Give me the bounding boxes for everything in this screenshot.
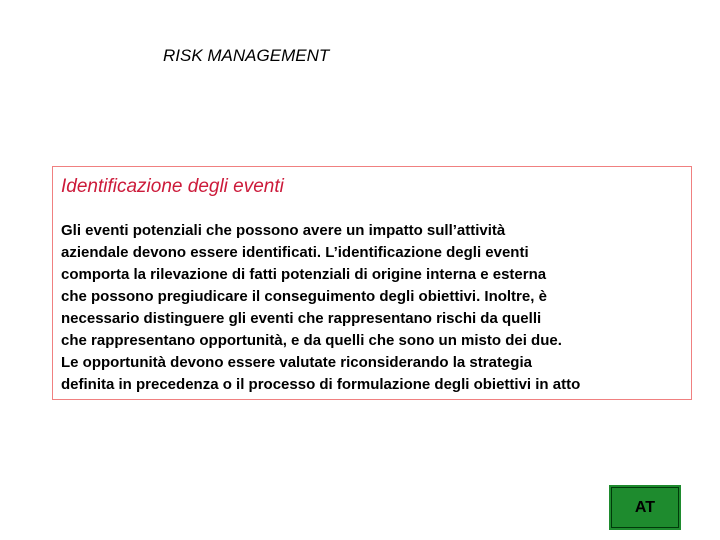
section-heading: Identificazione degli eventi <box>61 176 284 197</box>
body-line: definita in precedenza o il processo di formulazione degli obiettivi in atto <box>61 376 581 393</box>
body-line: necessario distinguere gli eventi che rappresentano rischi da quelli <box>61 310 542 327</box>
body-line: Gli eventi potenziali che possono avere un impatto sull’attività <box>61 222 506 239</box>
body-line: che rappresentano opportunità, e da quelli che sono un misto dei due. <box>61 332 562 349</box>
content-box <box>52 166 692 400</box>
body-paragraph <box>61 220 689 396</box>
body-line: aziendale devono essere identificati. L’identificazione degli eventi <box>61 244 529 261</box>
body-line: che possono pregiudicare il conseguimento degli obiettivi. Inoltre, è <box>61 288 547 305</box>
author-badge <box>609 485 681 530</box>
slide-title: RISK MANAGEMENT <box>163 46 330 65</box>
body-line: comporta la rilevazione di fatti potenziali di origine interna e esterna <box>61 266 547 283</box>
author-badge-label: AT <box>611 487 679 528</box>
body-line: Le opportunità devono essere valutate riconsiderando la strategia <box>61 354 532 371</box>
